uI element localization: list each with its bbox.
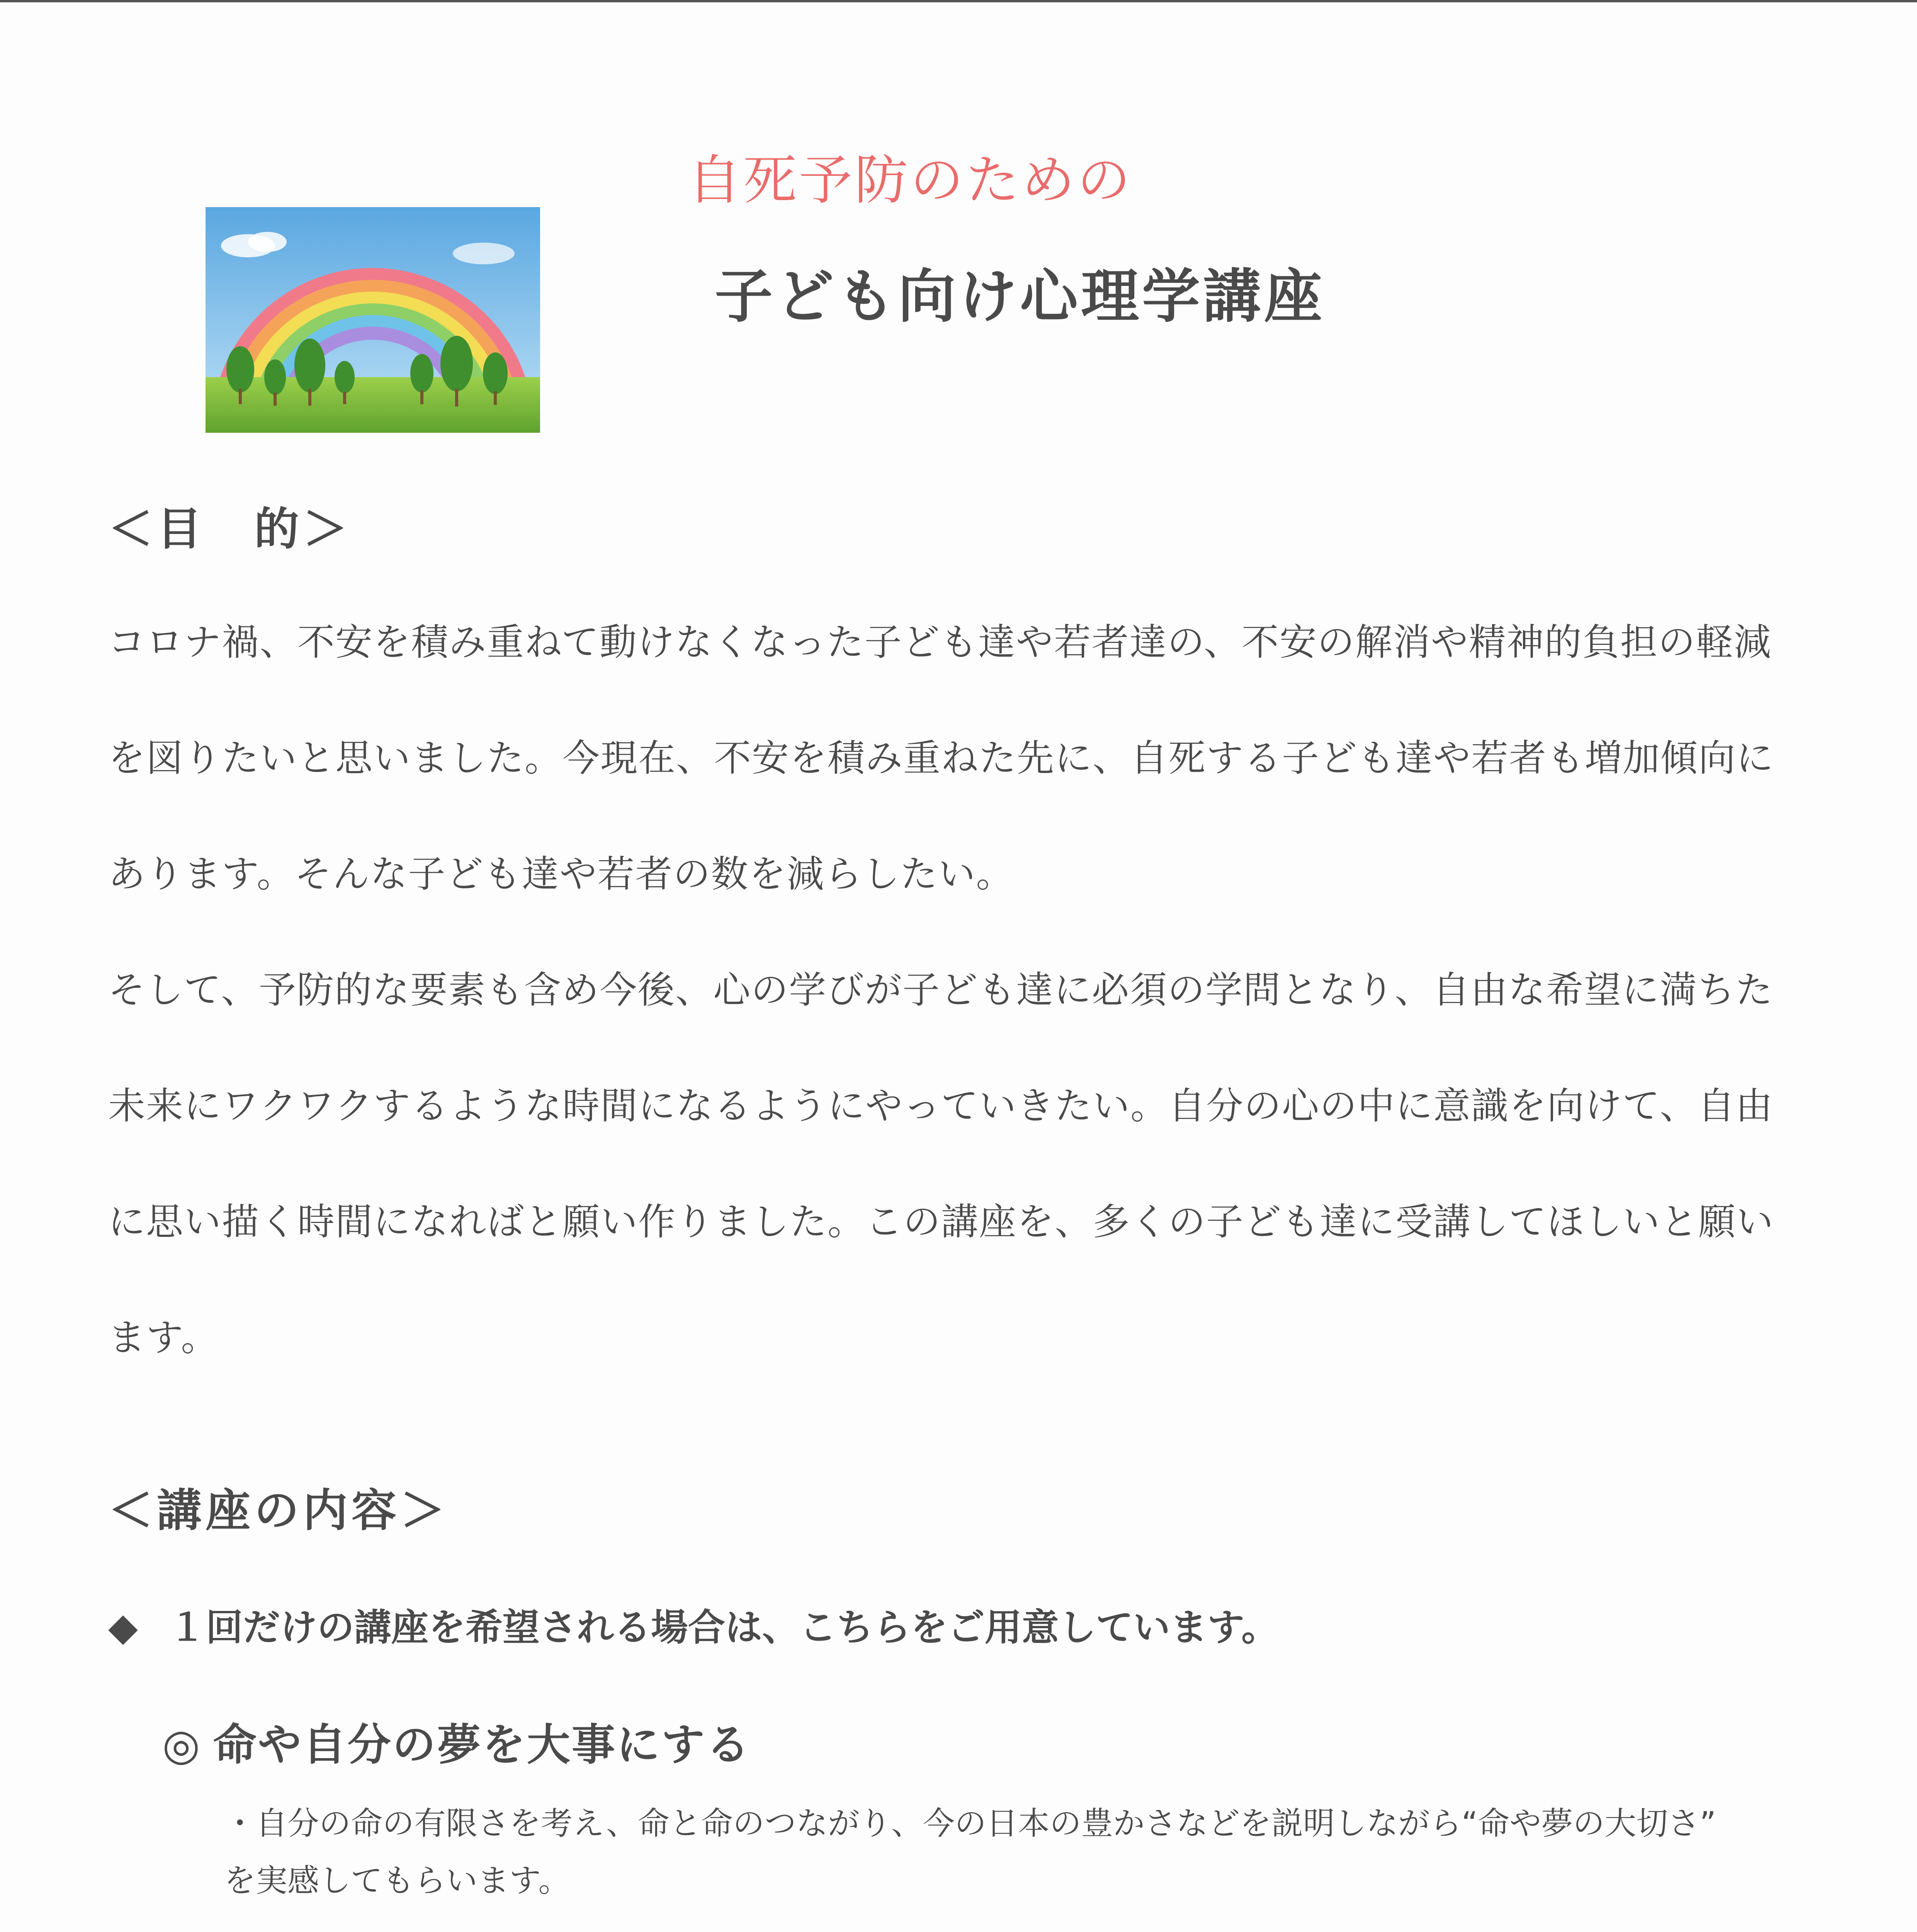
purpose-line: あります。そんな子ども達や若者の数を減らしたい。 (108, 852, 1014, 896)
course-description-line: ・自分の命の有限さを考え、命と命のつながり、今の日本の豊かさなどを説明しながら“命や夢の大切さ” (224, 1805, 1716, 1842)
content-intro-text: １回だけの講座を希望される場合は、こちらをご用意しています。 (168, 1606, 1279, 1649)
purpose-line: に思い描く時間になればと願い作りました。この講座を、多くの子ども達に受講してほしいと願い (108, 1200, 1774, 1243)
page-title: 子ども向け心理学講座 (715, 263, 1326, 330)
course-description-line: を実感してもらいます。 (224, 1862, 570, 1899)
purpose-line: ます。 (108, 1316, 219, 1359)
purpose-line: 未来にワクワクするような時間になるようにやっていきたい。自分の心の中に意識を向けて、自由 (108, 1084, 1774, 1128)
course-description (224, 1795, 1716, 1910)
content-heading: ＜講座の内容＞ (108, 1485, 449, 1537)
course-title (162, 1710, 751, 1772)
diamond-bullet-icon: ◆ (108, 1604, 138, 1650)
purpose-line: そして、予防的な要素も含め今後、心の学びが子ども達に必須の学問となり、自由な希望に満ちた (108, 968, 1774, 1012)
rainbow-illustration (206, 207, 540, 433)
header-subtitle: 自死予防のための (688, 149, 1133, 211)
double-circle-icon: ◎ (162, 1720, 202, 1770)
purpose-heading: ＜目 的＞ (108, 503, 352, 555)
purpose-line: コロナ禍、不安を積み重ねて動けなくなった子ども達や若者達の、不安の解消や精神的負担の軽減 (108, 621, 1772, 664)
content-intro (108, 1598, 1278, 1651)
course-title-text: 命や自分の夢を大事にする (213, 1720, 751, 1770)
purpose-line: を図りたいと思いました。今現在、不安を積み重ねた先に、自死する子ども達や若者も増加傾向に (108, 736, 1774, 780)
